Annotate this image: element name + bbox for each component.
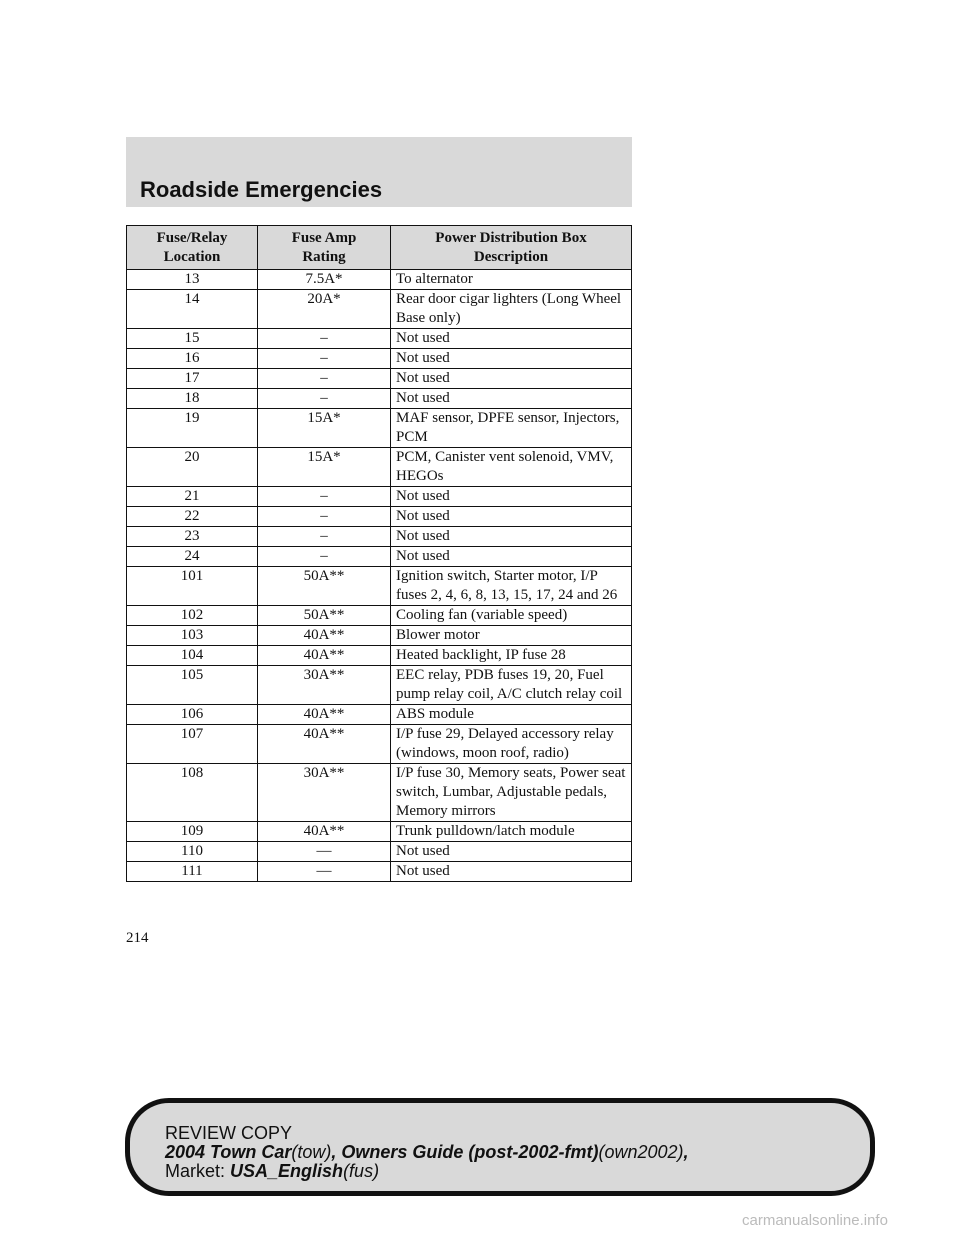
cell-location: 14	[127, 290, 258, 329]
cell-description: Not used	[391, 527, 632, 547]
cell-amp-rating: —	[258, 862, 391, 882]
review-market-label: Market:	[165, 1161, 226, 1181]
cell-location: 111	[127, 862, 258, 882]
cell-description: I/P fuse 30, Memory seats, Power seat switch, Lumbar, Adjustable pedals, Memory mirrors	[391, 764, 632, 822]
fuse-table	[126, 225, 632, 882]
cell-amp-rating: 30A**	[258, 764, 391, 822]
cell-location: 105	[127, 666, 258, 705]
header-location-line2: Location	[163, 249, 221, 265]
cell-description: Not used	[391, 349, 632, 369]
cell-amp-rating: 15A*	[258, 409, 391, 448]
review-guide: Owners Guide (post-2002-fmt)	[341, 1142, 599, 1162]
table-row	[127, 487, 632, 507]
table-row	[127, 822, 632, 842]
table-row	[127, 725, 632, 764]
cell-description: Trunk pulldown/latch module	[391, 822, 632, 842]
cell-location: 16	[127, 349, 258, 369]
cell-amp-rating: –	[258, 527, 391, 547]
cell-amp-rating: 50A**	[258, 606, 391, 626]
header-location	[127, 226, 258, 270]
section-header	[126, 137, 632, 207]
cell-description: Blower motor	[391, 626, 632, 646]
cell-description: To alternator	[391, 270, 632, 290]
table-row	[127, 606, 632, 626]
header-amp-line1: Fuse Amp	[291, 230, 357, 246]
review-sep-2: ,	[683, 1142, 689, 1162]
table-row	[127, 862, 632, 882]
cell-location: 104	[127, 646, 258, 666]
cell-description: EEC relay, PDB fuses 19, 20, Fuel pump relay coil, A/C clutch relay coil	[391, 666, 632, 705]
page-number: 214	[126, 930, 149, 946]
table-row	[127, 646, 632, 666]
cell-location: 110	[127, 842, 258, 862]
header-amp-line2: Rating	[302, 249, 346, 265]
cell-amp-rating: 7.5A*	[258, 270, 391, 290]
cell-location: 13	[127, 270, 258, 290]
review-market-code: (fus)	[343, 1161, 380, 1181]
cell-location: 103	[127, 626, 258, 646]
table-row	[127, 349, 632, 369]
cell-description: I/P fuse 29, Delayed accessory relay (windows, moon roof, radio)	[391, 725, 632, 764]
cell-amp-rating: –	[258, 487, 391, 507]
table-row	[127, 329, 632, 349]
cell-location: 109	[127, 822, 258, 842]
table-row	[127, 507, 632, 527]
cell-description: Not used	[391, 487, 632, 507]
cell-amp-rating: —	[258, 842, 391, 862]
cell-description: ABS module	[391, 705, 632, 725]
table-row	[127, 290, 632, 329]
review-copy-box	[125, 1098, 875, 1196]
table-row	[127, 389, 632, 409]
cell-location: 19	[127, 409, 258, 448]
cell-amp-rating: –	[258, 389, 391, 409]
table-row	[127, 527, 632, 547]
cell-description: Ignition switch, Starter motor, I/P fuses 2, 4, 6, 8, 13, 15, 17, 24 and 26	[391, 567, 632, 606]
cell-amp-rating: –	[258, 369, 391, 389]
watermark: carmanualsonline.info	[742, 1212, 888, 1229]
cell-amp-rating: –	[258, 507, 391, 527]
cell-amp-rating: 40A**	[258, 705, 391, 725]
cell-amp-rating: 20A*	[258, 290, 391, 329]
table-row	[127, 409, 632, 448]
cell-description: PCM, Canister vent solenoid, VMV, HEGOs	[391, 448, 632, 487]
review-line-3	[165, 1162, 689, 1181]
cell-location: 15	[127, 329, 258, 349]
review-guide-code: (own2002)	[598, 1142, 684, 1162]
table-header-row	[127, 226, 632, 270]
table-row	[127, 547, 632, 567]
cell-description: MAF sensor, DPFE sensor, Injectors, PCM	[391, 409, 632, 448]
cell-description: Not used	[391, 862, 632, 882]
cell-amp-rating: –	[258, 349, 391, 369]
cell-description: Not used	[391, 507, 632, 527]
cell-location: 108	[127, 764, 258, 822]
cell-location: 24	[127, 547, 258, 567]
header-description	[391, 226, 632, 270]
cell-location: 22	[127, 507, 258, 527]
cell-description: Heated backlight, IP fuse 28	[391, 646, 632, 666]
cell-location: 17	[127, 369, 258, 389]
cell-location: 18	[127, 389, 258, 409]
cell-location: 23	[127, 527, 258, 547]
cell-amp-rating: –	[258, 547, 391, 567]
table-row	[127, 705, 632, 725]
cell-location: 101	[127, 567, 258, 606]
fuse-table-body	[127, 270, 632, 882]
cell-location: 102	[127, 606, 258, 626]
table-row	[127, 448, 632, 487]
review-sep-1: ,	[331, 1142, 342, 1162]
cell-description: Rear door cigar lighters (Long Wheel Base only)	[391, 290, 632, 329]
cell-location: 21	[127, 487, 258, 507]
review-market: USA_English	[230, 1161, 344, 1181]
review-copy-text	[165, 1124, 689, 1181]
cell-description: Not used	[391, 329, 632, 349]
header-desc-line1: Power Distribution Box	[435, 230, 587, 246]
table-row	[127, 270, 632, 290]
cell-amp-rating: 40A**	[258, 822, 391, 842]
cell-description: Cooling fan (variable speed)	[391, 606, 632, 626]
cell-location: 107	[127, 725, 258, 764]
cell-description: Not used	[391, 547, 632, 567]
cell-location: 20	[127, 448, 258, 487]
review-line-2	[165, 1143, 689, 1162]
cell-description: Not used	[391, 369, 632, 389]
section-title: Roadside Emergencies	[140, 177, 383, 202]
header-desc-line2: Description	[473, 249, 549, 265]
review-model-code: (tow)	[291, 1142, 332, 1162]
cell-amp-rating: 40A**	[258, 725, 391, 764]
cell-amp-rating: 15A*	[258, 448, 391, 487]
table-row	[127, 567, 632, 606]
table-row	[127, 626, 632, 646]
table-row	[127, 764, 632, 822]
cell-amp-rating: 30A**	[258, 666, 391, 705]
cell-amp-rating: 50A**	[258, 567, 391, 606]
cell-amp-rating: 40A**	[258, 646, 391, 666]
header-amp-rating	[258, 226, 391, 270]
cell-amp-rating: –	[258, 329, 391, 349]
table-row	[127, 369, 632, 389]
review-line-1: REVIEW COPY	[165, 1123, 293, 1143]
header-location-line1: Fuse/Relay	[156, 230, 228, 246]
cell-description: Not used	[391, 389, 632, 409]
table-row	[127, 842, 632, 862]
table-row	[127, 666, 632, 705]
cell-description: Not used	[391, 842, 632, 862]
review-model: 2004 Town Car	[165, 1142, 292, 1162]
cell-location: 106	[127, 705, 258, 725]
cell-amp-rating: 40A**	[258, 626, 391, 646]
